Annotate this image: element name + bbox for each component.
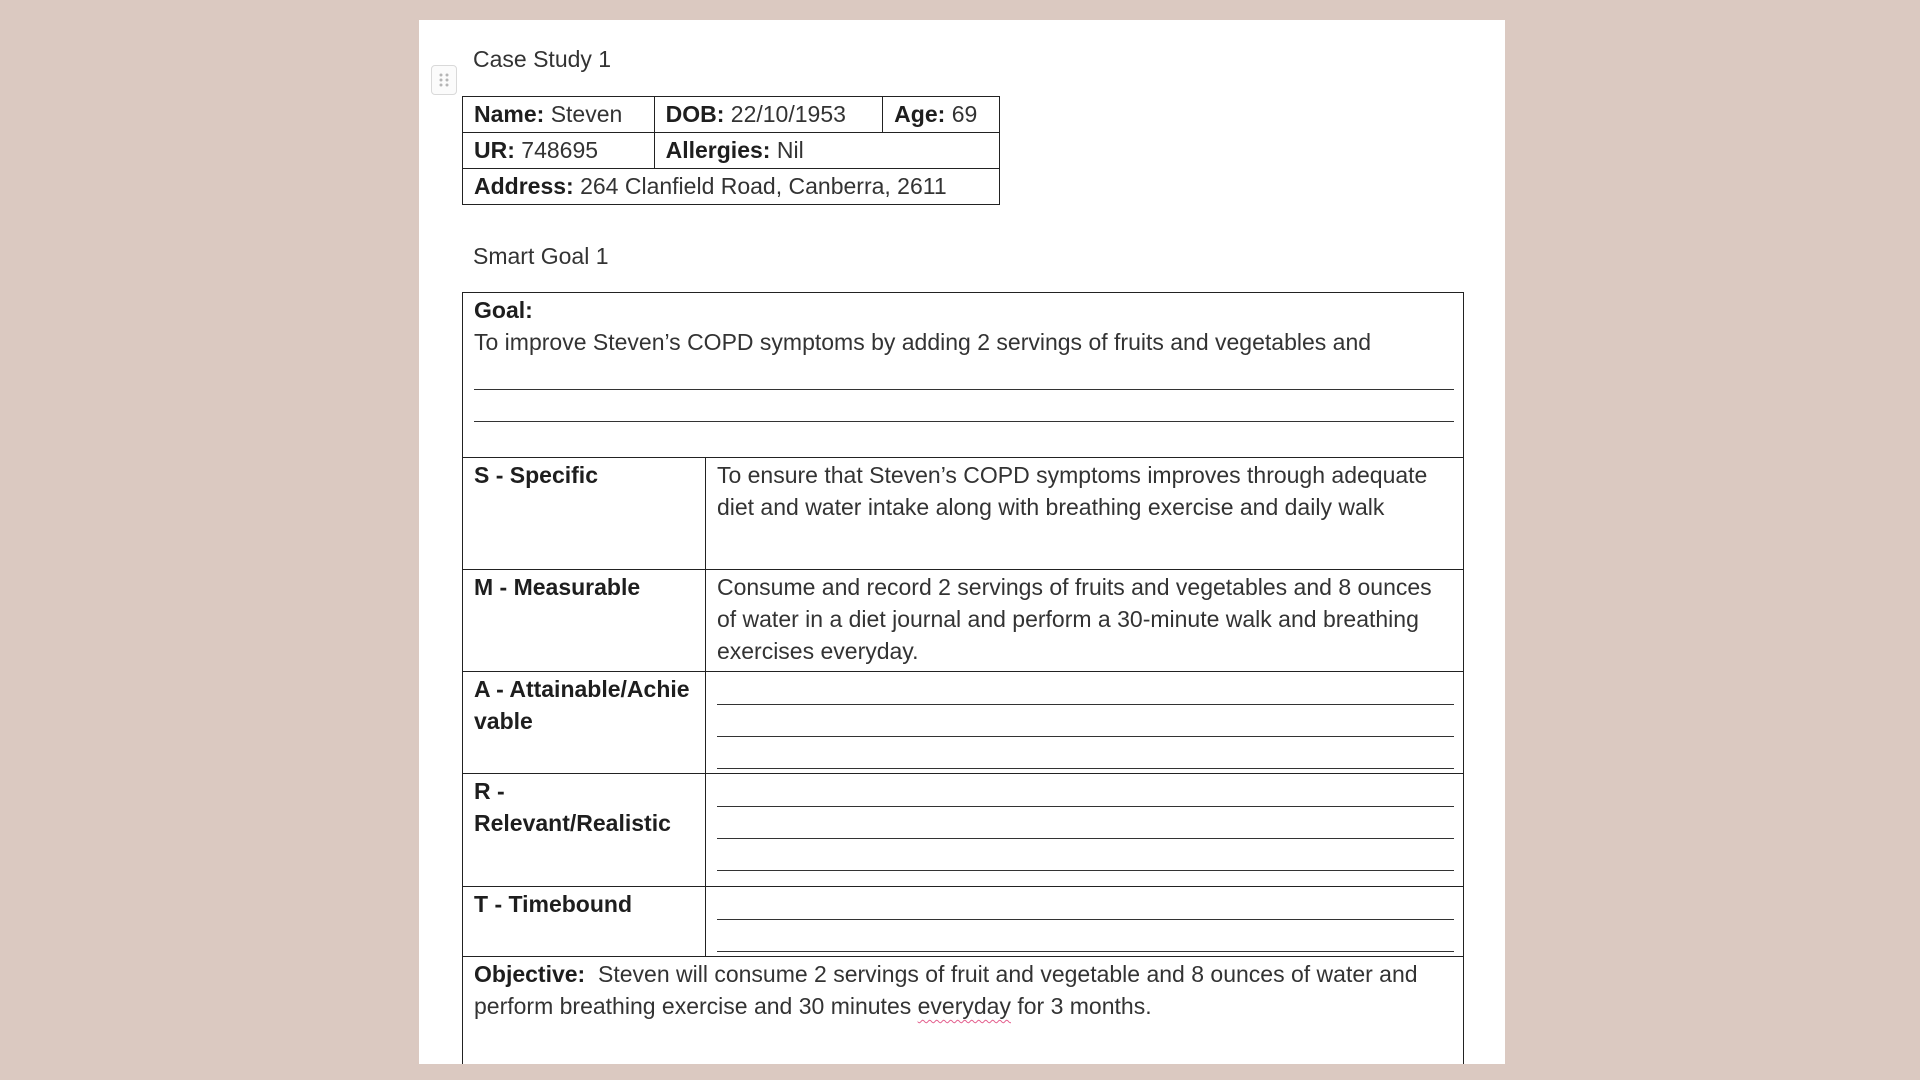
allergies-cell[interactable] (654, 133, 999, 169)
spellcheck-flagged-word[interactable]: everyday (917, 993, 1011, 1019)
dob-cell[interactable] (654, 97, 883, 133)
allergies-label: Allergies: (665, 137, 771, 163)
specific-label: S - Specific (474, 462, 598, 488)
allergies-value: Nil (776, 137, 804, 163)
ur-value: 748695 (521, 137, 599, 163)
name-cell[interactable] (463, 97, 655, 133)
goal-blank-line-2[interactable] (474, 390, 1454, 422)
dob-value: 22/10/1953 (730, 101, 846, 127)
ur-label: UR: (474, 137, 515, 163)
timebound-blank-line-1[interactable] (717, 888, 1454, 920)
goal-cell[interactable] (463, 293, 1464, 458)
timebound-label: T - Timebound (474, 891, 633, 917)
specific-text-cell[interactable] (705, 458, 1463, 570)
dob-label: DOB: (665, 101, 725, 127)
address-label: Address: (474, 173, 574, 199)
name-value: Steven (550, 101, 623, 127)
relevant-blank-line-3[interactable] (717, 839, 1454, 871)
relevant-blank-line-1[interactable] (717, 775, 1454, 807)
document-page[interactable] (419, 20, 1505, 1064)
timebound-label-cell (463, 887, 706, 957)
measurable-text-cell[interactable] (705, 570, 1463, 672)
specific-label-cell (463, 458, 706, 570)
objective-label: Objective: (474, 961, 586, 987)
measurable-label-cell (463, 570, 706, 672)
age-label: Age: (894, 101, 946, 127)
drag-handle-icon[interactable] (431, 65, 457, 95)
goal-text: To improve Steven’s COPD symptoms by adding 2 servings of fruits and vegetables and (474, 329, 1372, 355)
specific-text: To ensure that Steven’s COPD symptoms improves through adequate diet and water intake along with breathing exercise and daily walk (716, 462, 1428, 520)
goal-blank-line-1[interactable] (474, 358, 1454, 390)
age-cell[interactable] (883, 97, 1000, 133)
attainable-text-cell[interactable] (705, 672, 1463, 774)
attainable-label-cell (463, 672, 706, 774)
attainable-blank-line-3[interactable] (717, 737, 1454, 769)
measurable-label: M - Measurable (474, 574, 641, 600)
smart-goal-table (462, 292, 1464, 1064)
relevant-label-cell (463, 774, 706, 887)
address-cell[interactable] (463, 169, 1000, 205)
case-study-title: Case Study 1 (473, 46, 612, 72)
name-label: Name: (474, 101, 545, 127)
timebound-text-cell[interactable] (705, 887, 1463, 957)
relevant-label: R - Relevant/Realistic (474, 778, 671, 836)
objective-text-end: for 3 months. (1017, 993, 1152, 1019)
patient-info-table (462, 96, 1000, 205)
attainable-blank-line-1[interactable] (717, 673, 1454, 705)
objective-text: Steven will consume 2 servings of fruit and vegetable and 8 ounces of water and perform breathing exercise and 30 minutes (474, 961, 1418, 1019)
age-value: 69 (951, 101, 978, 127)
smart-goal-title: Smart Goal 1 (473, 243, 609, 269)
relevant-text-cell[interactable] (705, 774, 1463, 887)
relevant-blank-line-2[interactable] (717, 807, 1454, 839)
objective-cell[interactable] (463, 957, 1464, 1065)
address-value: 264 Clanfield Road, Canberra, 2611 (580, 173, 947, 199)
measurable-text: Consume and record 2 servings of fruits and vegetables and 8 ounces of water in a diet journal and perform a 30-minute walk and breathing exercises everyday. (716, 574, 1432, 664)
attainable-blank-line-2[interactable] (717, 705, 1454, 737)
attainable-label: A - Attainable/Achievable (474, 676, 690, 734)
ur-cell[interactable] (463, 133, 655, 169)
goal-label: Goal: (474, 297, 533, 323)
timebound-blank-line-2[interactable] (717, 920, 1454, 952)
